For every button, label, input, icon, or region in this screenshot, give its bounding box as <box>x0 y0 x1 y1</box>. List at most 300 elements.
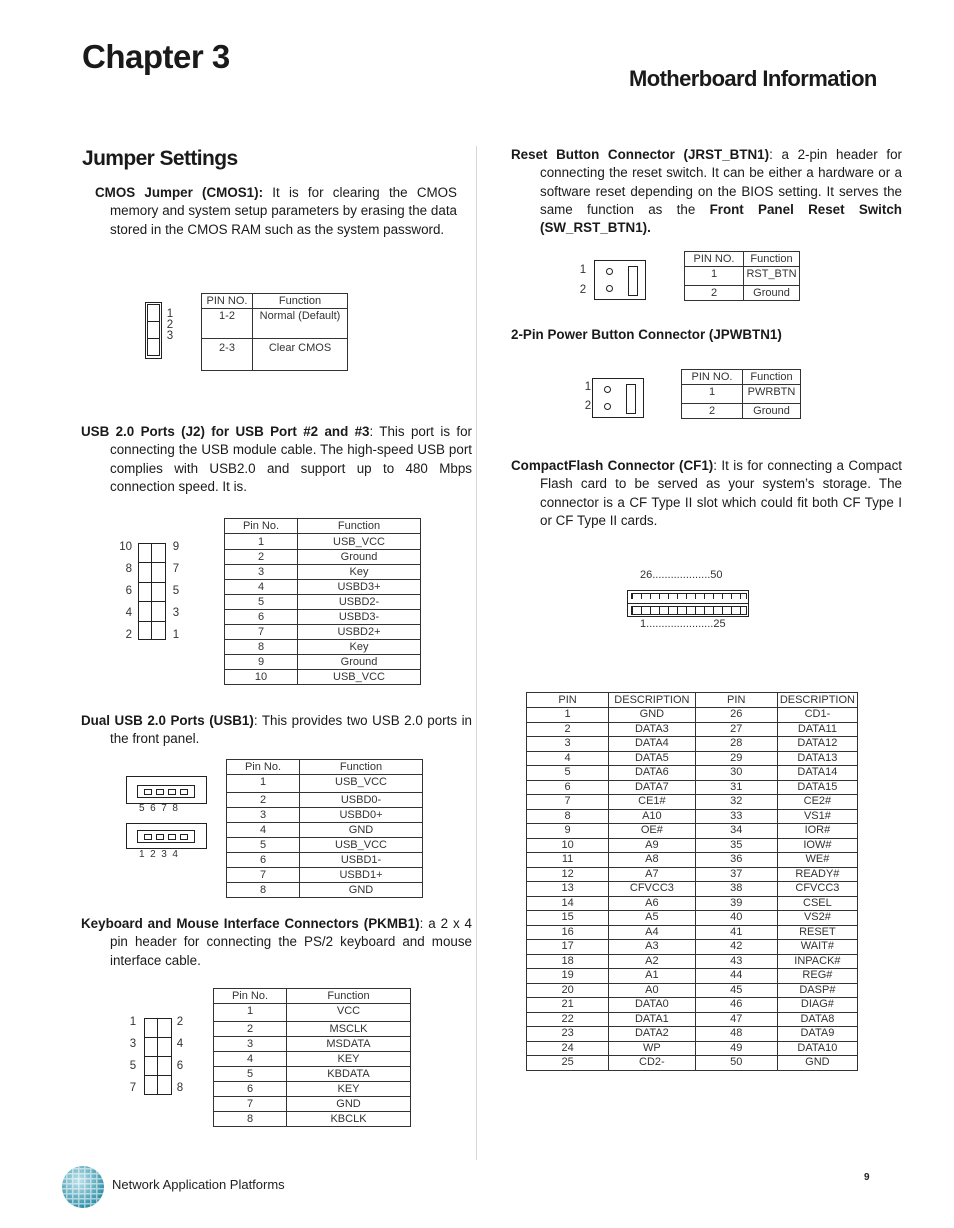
globe-logo-icon <box>60 1164 106 1210</box>
table-cell: 12 <box>527 867 609 882</box>
table-row <box>527 824 858 839</box>
usb-port-top-pins: 5 6 7 8 <box>139 803 178 814</box>
table-cell: READY# <box>777 867 857 882</box>
table-cell: 26 <box>695 708 777 723</box>
reset-header-function: Function <box>744 252 800 267</box>
table-cell: 10 <box>527 838 609 853</box>
table-cell: Normal (Default) <box>253 309 348 339</box>
table-row <box>214 1097 411 1112</box>
table-cell: DATA2 <box>609 1027 695 1042</box>
table-cell: GND <box>300 883 423 898</box>
table-cell: 1 <box>225 534 298 550</box>
usb2-pin-2: 2 <box>125 629 132 641</box>
keyboard-text: : a 2 x 4 pin header for connecting the PS/2 keyboard and mouse interface cable. <box>110 916 473 968</box>
table-cell: 6 <box>527 780 609 795</box>
jumper-settings-heading: Jumper Settings <box>82 147 238 170</box>
cf-top-pin-range: 26...................50 <box>640 569 723 581</box>
table-cell: A7 <box>609 867 695 882</box>
table-row <box>227 823 423 838</box>
table-cell: DATA8 <box>777 1012 857 1027</box>
table-cell: 7 <box>227 868 300 883</box>
kb-pin-3: 3 <box>129 1038 137 1050</box>
table-cell: 40 <box>695 911 777 926</box>
table-cell: Clear CMOS <box>253 339 348 371</box>
table-row <box>527 867 858 882</box>
table-cell: 6 <box>225 610 298 625</box>
table-cell: A5 <box>609 911 695 926</box>
section-title: Motherboard Information <box>629 66 877 91</box>
table-row <box>227 808 423 823</box>
table-cell: 25 <box>527 1056 609 1071</box>
power-header-function: Function <box>743 370 801 385</box>
table-cell: 39 <box>695 896 777 911</box>
table-cell: INPACK# <box>777 954 857 969</box>
table-cell: DATA13 <box>777 751 857 766</box>
cmos-pin-2: 2 <box>166 319 174 331</box>
table-cell: DATA7 <box>609 780 695 795</box>
table-row <box>527 780 858 795</box>
reset-label: Reset Button Connector (JRST_BTN1) <box>511 147 770 162</box>
table-cell: 35 <box>695 838 777 853</box>
table-cell: IOW# <box>777 838 857 853</box>
footer-brand: Network Application Platforms <box>112 1177 285 1192</box>
table-row <box>527 838 858 853</box>
table-row <box>527 983 858 998</box>
table-row <box>527 998 858 1013</box>
kb-pin-5: 5 <box>129 1060 137 1072</box>
table-cell: 2 <box>225 550 298 565</box>
table-row <box>227 793 423 808</box>
table-cell: WP <box>609 1041 695 1056</box>
table-cell: A6 <box>609 896 695 911</box>
table-cell: Ground <box>743 404 801 419</box>
cmos-label: CMOS Jumper (CMOS1): <box>95 185 264 200</box>
table-cell: DATA5 <box>609 751 695 766</box>
keyboard-description <box>81 915 472 970</box>
table-row <box>225 565 421 580</box>
usb2-description <box>81 423 472 496</box>
usb2-pin-3: 3 <box>172 607 180 619</box>
table-cell: VCC <box>287 1004 411 1022</box>
table-row <box>527 1056 858 1071</box>
table-row <box>225 655 421 670</box>
keyboard-table <box>213 988 411 1127</box>
table-cell: USBD0- <box>300 793 423 808</box>
table-cell: IOR# <box>777 824 857 839</box>
table-cell: A2 <box>609 954 695 969</box>
table-cell: 50 <box>695 1056 777 1071</box>
cf-text: : It is for connecting a Compact Flash card to be served as your system’s storage. The connector is a CF Type II slot which could fit both CF Type I or CF Type II cards. <box>540 458 902 528</box>
table-row <box>527 896 858 911</box>
table-row <box>527 954 858 969</box>
table-cell: A10 <box>609 809 695 824</box>
table-cell: 1-2 <box>202 309 253 339</box>
table-cell: DATA12 <box>777 737 857 752</box>
table-cell: USB_VCC <box>298 534 421 550</box>
power-pin-2: 2 <box>584 400 592 412</box>
cf-header-pin: PIN <box>527 693 609 708</box>
table-row <box>527 795 858 810</box>
table-row <box>527 940 858 955</box>
power-pin-1: 1 <box>584 381 592 393</box>
table-cell: A3 <box>609 940 695 955</box>
usb2-pin-6: 6 <box>125 585 132 597</box>
table-row <box>527 853 858 868</box>
column-divider <box>476 146 477 1160</box>
table-cell: 33 <box>695 809 777 824</box>
table-cell: 29 <box>695 751 777 766</box>
table-cell: 3 <box>214 1037 287 1052</box>
table-cell: USBD0+ <box>300 808 423 823</box>
table-cell: 15 <box>527 911 609 926</box>
kb-pin-6: 6 <box>176 1060 184 1072</box>
cmos-table <box>201 293 348 371</box>
chapter-title: Chapter 3 <box>82 38 230 75</box>
dualusb-header-pin: Pin No. <box>227 760 300 775</box>
table-row <box>227 883 423 898</box>
table-cell: CD2- <box>609 1056 695 1071</box>
table-row <box>527 708 858 723</box>
reset-description <box>511 146 902 237</box>
kb-pin-1: 1 <box>129 1016 137 1028</box>
cmos-pin-3: 3 <box>166 330 174 342</box>
table-cell: CD1- <box>777 708 857 723</box>
power-label: 2-Pin Power Button Connector (JPWBTN1) <box>511 327 782 342</box>
table-cell: 4 <box>227 823 300 838</box>
usb2-table <box>224 518 421 685</box>
table-cell: 46 <box>695 998 777 1013</box>
table-cell: 8 <box>227 883 300 898</box>
table-row <box>225 550 421 565</box>
table-cell: OE# <box>609 824 695 839</box>
table-cell: 42 <box>695 940 777 955</box>
table-cell: 1 <box>214 1004 287 1022</box>
table-cell: MSDATA <box>287 1037 411 1052</box>
cmos-description <box>81 184 457 239</box>
table-cell: 2 <box>227 793 300 808</box>
table-row <box>227 853 423 868</box>
table-cell: 6 <box>227 853 300 868</box>
table-cell: 32 <box>695 795 777 810</box>
table-cell: 11 <box>527 853 609 868</box>
table-cell: 27 <box>695 722 777 737</box>
table-row <box>527 1027 858 1042</box>
table-cell: REG# <box>777 969 857 984</box>
table-cell: 2 <box>527 722 609 737</box>
reset-text: : a 2-pin header for connecting the reset switch. It can be either a hardware or a software reset depending on the BIOS setting. It serves the same function as the <box>540 147 902 217</box>
table-cell: DATA3 <box>609 722 695 737</box>
kb-pin-8: 8 <box>176 1082 184 1094</box>
table-cell: 38 <box>695 882 777 897</box>
reset-pin-1: 1 <box>579 264 587 276</box>
table-cell: USBD2- <box>298 595 421 610</box>
usb2-header-pin: Pin No. <box>225 519 298 534</box>
table-row <box>227 838 423 853</box>
table-cell: KBCLK <box>287 1112 411 1127</box>
dualusb-text: : This provides two USB 2.0 ports in the front panel. <box>110 713 472 747</box>
table-cell: 5 <box>527 766 609 781</box>
table-row <box>527 766 858 781</box>
table-cell: 16 <box>527 925 609 940</box>
table-cell: KBDATA <box>287 1067 411 1082</box>
table-row <box>527 911 858 926</box>
table-cell: DATA14 <box>777 766 857 781</box>
reset-table <box>684 251 800 301</box>
table-cell: 1 <box>227 775 300 793</box>
table-cell: 7 <box>527 795 609 810</box>
table-cell: 4 <box>214 1052 287 1067</box>
table-row <box>214 1037 411 1052</box>
reset-label-2: Front Panel Reset Switch (SW_RST_BTN1). <box>540 201 902 236</box>
table-cell: 48 <box>695 1027 777 1042</box>
table-cell: DATA15 <box>777 780 857 795</box>
usb-port-bottom-pins: 1 2 3 4 <box>139 849 178 860</box>
table-cell: USBD1+ <box>300 868 423 883</box>
table-cell: DATA6 <box>609 766 695 781</box>
table-cell: 4 <box>527 751 609 766</box>
table-row <box>527 1041 858 1056</box>
keyboard-header-pin: Pin No. <box>214 989 287 1004</box>
table-cell: 49 <box>695 1041 777 1056</box>
table-row <box>227 868 423 883</box>
table-cell: 7 <box>225 625 298 640</box>
table-cell: GND <box>287 1097 411 1112</box>
table-cell: 23 <box>527 1027 609 1042</box>
table-row <box>527 882 858 897</box>
table-row <box>527 737 858 752</box>
table-cell: 18 <box>527 954 609 969</box>
table-cell: 1 <box>685 267 744 286</box>
table-row <box>225 595 421 610</box>
table-cell: A0 <box>609 983 695 998</box>
table-cell: 24 <box>527 1041 609 1056</box>
table-row <box>527 969 858 984</box>
table-cell: Key <box>298 640 421 655</box>
table-cell: USB_VCC <box>298 670 421 685</box>
table-cell: DATA4 <box>609 737 695 752</box>
table-cell: 2 <box>214 1022 287 1037</box>
cmos-header-function: Function <box>253 294 348 309</box>
table-cell: CSEL <box>777 896 857 911</box>
table-cell: 43 <box>695 954 777 969</box>
cmos-text: It is for clearing the CMOS memory and system setup parameters by erasing the data stored in the CMOS RAM such as the system password. <box>110 185 457 237</box>
table-cell: 8 <box>527 809 609 824</box>
table-cell: 31 <box>695 780 777 795</box>
cf-label: CompactFlash Connector (CF1) <box>511 458 714 473</box>
page-number: 9 <box>864 1172 870 1183</box>
cf-description <box>511 457 902 530</box>
table-row <box>685 267 800 286</box>
table-cell: 44 <box>695 969 777 984</box>
table-cell: CE1# <box>609 795 695 810</box>
table-cell: 8 <box>225 640 298 655</box>
table-cell: 9 <box>527 824 609 839</box>
table-row <box>527 1012 858 1027</box>
table-cell: Key <box>298 565 421 580</box>
table-cell: 45 <box>695 983 777 998</box>
table-cell: 2 <box>682 404 743 419</box>
table-cell: KEY <box>287 1082 411 1097</box>
table-cell: 41 <box>695 925 777 940</box>
table-cell: A8 <box>609 853 695 868</box>
usb2-pin-4: 4 <box>125 607 132 619</box>
table-cell: 1 <box>682 385 743 404</box>
table-cell: DIAG# <box>777 998 857 1013</box>
table-cell: 6 <box>214 1082 287 1097</box>
cf-bottom-pin-range: 1......................25 <box>640 618 726 630</box>
table-cell: CFVCC3 <box>777 882 857 897</box>
table-cell: USBD2+ <box>298 625 421 640</box>
cf-header-pin-2: PIN <box>695 693 777 708</box>
usb2-pin-10: 10 <box>119 541 132 553</box>
usb2-pin-8: 8 <box>125 563 132 575</box>
table-cell: CE2# <box>777 795 857 810</box>
table-cell: 19 <box>527 969 609 984</box>
table-cell: DATA0 <box>609 998 695 1013</box>
reset-header-pin: PIN NO. <box>685 252 744 267</box>
table-cell: A4 <box>609 925 695 940</box>
table-cell: KEY <box>287 1052 411 1067</box>
table-cell: USBD3- <box>298 610 421 625</box>
table-cell: VS2# <box>777 911 857 926</box>
table-cell: A1 <box>609 969 695 984</box>
cmos-pin-1: 1 <box>166 308 174 320</box>
table-cell: VS1# <box>777 809 857 824</box>
table-cell: 10 <box>225 670 298 685</box>
table-cell: DATA11 <box>777 722 857 737</box>
usb2-pin-7: 7 <box>172 563 180 575</box>
table-cell: 34 <box>695 824 777 839</box>
table-cell: RESET <box>777 925 857 940</box>
cmos-header-pin: PIN NO. <box>202 294 253 309</box>
usb2-text: : This port is for connecting the USB module cable. The high-speed USB port complies with USB2.0 and support up to 480 Mbps connection speed. It is. <box>110 424 472 494</box>
table-cell: 13 <box>527 882 609 897</box>
table-cell: 1 <box>527 708 609 723</box>
table-cell: 30 <box>695 766 777 781</box>
kb-pin-4: 4 <box>176 1038 184 1050</box>
usb2-label: USB 2.0 Ports (J2) for USB Port #2 and #3 <box>81 424 370 439</box>
usb2-pin-5: 5 <box>172 585 180 597</box>
kb-pin-7: 7 <box>129 1082 137 1094</box>
table-row <box>527 751 858 766</box>
table-cell: 14 <box>527 896 609 911</box>
table-cell: MSCLK <box>287 1022 411 1037</box>
table-row <box>214 1022 411 1037</box>
table-cell: DASP# <box>777 983 857 998</box>
table-cell: 5 <box>225 595 298 610</box>
table-cell: 5 <box>214 1067 287 1082</box>
table-cell: USB_VCC <box>300 775 423 793</box>
table-row <box>225 625 421 640</box>
table-cell: DATA10 <box>777 1041 857 1056</box>
table-row <box>214 1112 411 1127</box>
kb-pin-2: 2 <box>176 1016 184 1028</box>
table-cell: 2 <box>685 286 744 301</box>
reset-pin-2: 2 <box>579 284 587 296</box>
table-cell: RST_BTN <box>744 267 800 286</box>
power-heading <box>511 326 873 344</box>
table-cell: 37 <box>695 867 777 882</box>
cf-table <box>526 692 858 1071</box>
table-cell: 3 <box>227 808 300 823</box>
table-row <box>214 1067 411 1082</box>
usb2-pin-1: 1 <box>172 629 180 641</box>
power-header-pin: PIN NO. <box>682 370 743 385</box>
table-cell: 3 <box>225 565 298 580</box>
table-cell: 3 <box>527 737 609 752</box>
table-row <box>202 339 348 371</box>
cf-header-desc-2: DESCRIPTION <box>777 693 857 708</box>
table-cell: 9 <box>225 655 298 670</box>
table-cell: Ground <box>744 286 800 301</box>
table-cell: 36 <box>695 853 777 868</box>
table-row <box>227 775 423 793</box>
table-cell: WE# <box>777 853 857 868</box>
power-table <box>681 369 801 419</box>
dualusb-label: Dual USB 2.0 Ports (USB1) <box>81 713 254 728</box>
table-row <box>225 610 421 625</box>
keyboard-label: Keyboard and Mouse Interface Connectors (PKMB1) <box>81 916 420 931</box>
table-row <box>225 640 421 655</box>
table-cell: WAIT# <box>777 940 857 955</box>
usb2-pin-9: 9 <box>172 541 180 553</box>
usb2-header-function: Function <box>298 519 421 534</box>
table-cell: 22 <box>527 1012 609 1027</box>
table-row <box>214 1082 411 1097</box>
dualusb-header-function: Function <box>300 760 423 775</box>
table-cell: Ground <box>298 550 421 565</box>
table-cell: GND <box>777 1056 857 1071</box>
table-cell: 8 <box>214 1112 287 1127</box>
table-cell: 7 <box>214 1097 287 1112</box>
keyboard-header-function: Function <box>287 989 411 1004</box>
table-cell: 20 <box>527 983 609 998</box>
table-cell: GND <box>609 708 695 723</box>
table-row <box>202 309 348 339</box>
dualusb-table <box>226 759 423 898</box>
table-row <box>225 580 421 595</box>
table-row <box>225 534 421 550</box>
table-row <box>214 1052 411 1067</box>
dualusb-description <box>81 712 472 749</box>
table-cell: 5 <box>227 838 300 853</box>
table-cell: USBD1- <box>300 853 423 868</box>
table-row <box>685 286 800 301</box>
table-cell: A9 <box>609 838 695 853</box>
table-row <box>682 385 801 404</box>
table-cell: USB_VCC <box>300 838 423 853</box>
table-cell: GND <box>300 823 423 838</box>
table-row <box>214 1004 411 1022</box>
table-cell: Ground <box>298 655 421 670</box>
table-cell: 4 <box>225 580 298 595</box>
table-row <box>225 670 421 685</box>
table-row <box>527 722 858 737</box>
table-cell: 21 <box>527 998 609 1013</box>
table-cell: 17 <box>527 940 609 955</box>
table-cell: 2-3 <box>202 339 253 371</box>
table-row <box>527 809 858 824</box>
table-row <box>682 404 801 419</box>
table-row <box>527 925 858 940</box>
table-cell: DATA1 <box>609 1012 695 1027</box>
table-cell: CFVCC3 <box>609 882 695 897</box>
table-cell: 47 <box>695 1012 777 1027</box>
table-cell: USBD3+ <box>298 580 421 595</box>
table-cell: 28 <box>695 737 777 752</box>
table-cell: DATA9 <box>777 1027 857 1042</box>
cf-header-desc: DESCRIPTION <box>609 693 695 708</box>
